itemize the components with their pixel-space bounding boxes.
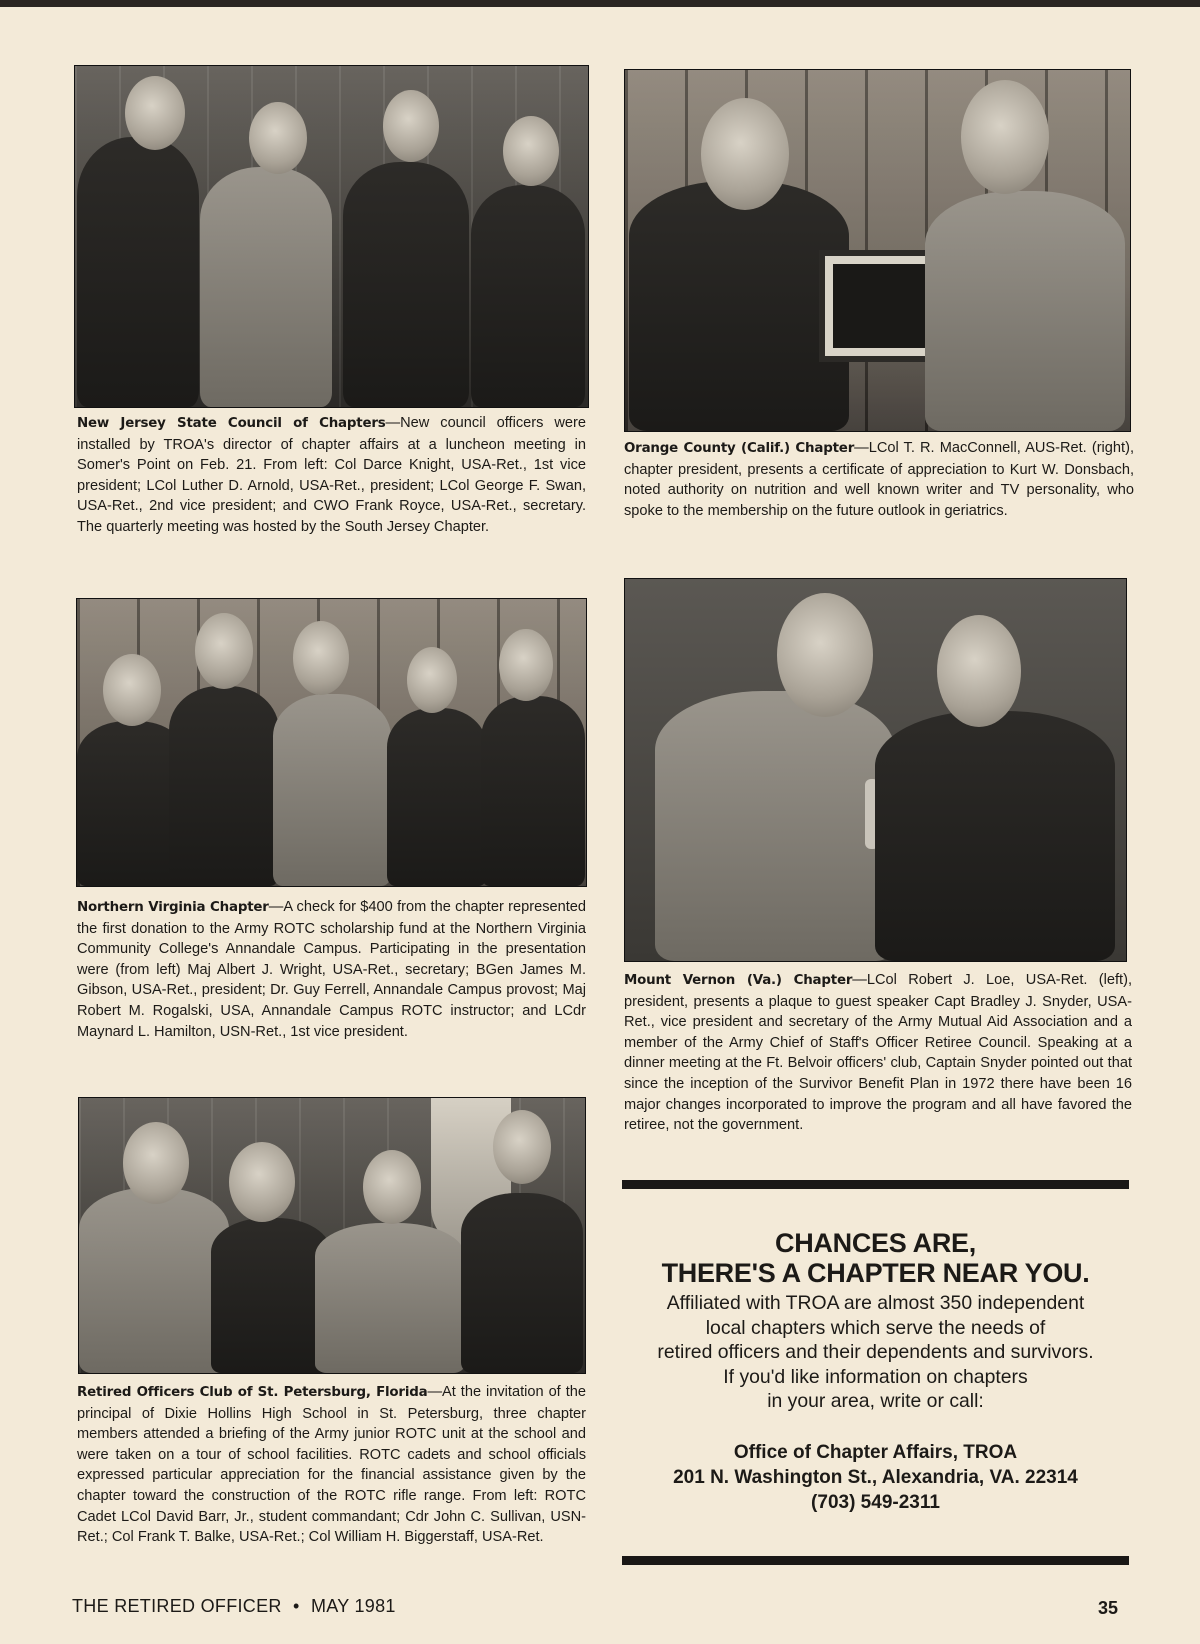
person-head — [701, 98, 789, 210]
caption-lead: New Jersey State Council of Chapters — [77, 416, 386, 431]
photo-orange-county — [624, 69, 1131, 432]
ad-bottom-rule — [622, 1556, 1129, 1565]
person-figure — [875, 711, 1115, 961]
person-head — [937, 615, 1021, 727]
ad-contact-office: Office of Chapter Affairs, TROA — [733, 1441, 1018, 1463]
issue-date: MAY 1981 — [310, 1596, 396, 1616]
person-head — [293, 621, 349, 695]
publication-name: THE RETIRED OFFICER — [72, 1596, 282, 1616]
photo-northern-virginia — [76, 598, 587, 887]
caption-lead: Mount Vernon (Va.) Chapter — [624, 973, 853, 988]
caption-text: —LCol Robert J. Loe, USA-Ret. (left), president, presents a plaque to guest speaker Capt Bradley J. Snyder, USA-Ret., vice president and secretary of the Army Mutual Aid Association and a member of the Army Chief of Staff's Officer Retiree Council. Speaking at a dinner meeting at the Ft. Belvoir officers' club, Captain Snyder pointed out that since the inception of the Survivor Benefit Plan in 1972 there have been 16 major changes incorporated to improve the program and all have favored the retiree, not the government. — [624, 972, 1133, 1134]
photo-mount-vernon — [624, 578, 1127, 962]
caption-mount-vernon — [624, 970, 1132, 1136]
caption-lead: Retired Officers Club of St. Petersburg, Florida — [77, 1385, 428, 1400]
person-head — [123, 1122, 189, 1204]
caption-st-petersburg — [77, 1382, 586, 1548]
person-head — [499, 629, 553, 701]
person-figure — [629, 181, 849, 431]
page-number: 35 — [1098, 1598, 1119, 1618]
person-head — [363, 1150, 421, 1224]
top-edge-bar — [0, 0, 1200, 7]
ad-body-line: local chapters which serve the needs of — [705, 1316, 1046, 1339]
caption-northern-virginia — [77, 897, 586, 1042]
caption-new-jersey — [77, 413, 586, 538]
person-head — [407, 647, 457, 713]
person-figure — [315, 1223, 465, 1373]
caption-text: —At the invitation of the principal of Dixie Hollins High School in St. Petersburg, three chapter members attended a briefing of the Army junior ROTC unit at the school and were taken on a tour of school facilities. ROTC cadets and school officials expressed particular appreciation for the financial assistance given by the chapter toward the construction of the ROTC rifle range. From left: ROTC Cadet LCol David Barr, Jr., student commandant; Cdr John C. Sullivan, USN-Ret.; Col Frank T. Balke, USA-Ret.; Col William H. Biggerstaff, USA-Ret. — [77, 1384, 586, 1546]
photo-new-jersey — [74, 65, 589, 408]
ad-headline-2: THERE'S A CHAPTER NEAR YOU. — [661, 1258, 1090, 1288]
person-figure — [77, 137, 199, 407]
ad-body-line: retired officers and their dependents and survivors. — [657, 1341, 1094, 1363]
caption-lead: Northern Virginia Chapter — [77, 900, 269, 915]
person-figure — [655, 691, 895, 961]
person-figure — [925, 191, 1125, 431]
person-figure — [387, 708, 487, 886]
footer-bullet: • — [293, 1596, 300, 1616]
ad-body-line: If you'd like information on chapters — [723, 1365, 1028, 1388]
person-figure — [169, 686, 279, 886]
person-head — [777, 593, 873, 717]
caption-lead: Orange County (Calif.) Chapter — [624, 441, 855, 456]
person-figure — [211, 1218, 331, 1373]
person-figure — [481, 696, 585, 886]
person-head — [503, 116, 559, 186]
person-head — [103, 654, 161, 726]
person-head — [195, 613, 253, 689]
ad-top-rule — [622, 1180, 1129, 1189]
chapter-ad — [622, 1228, 1129, 1515]
ad-contact-address: 201 N. Washington St., Alexandria, VA. 22314 — [673, 1466, 1078, 1488]
person-figure — [471, 185, 585, 407]
person-figure — [200, 167, 332, 407]
footer-publication — [72, 1596, 396, 1617]
person-figure — [461, 1193, 583, 1373]
caption-text: —A check for $400 from the chapter represented the first donation to the Army ROTC scholarship fund at the Northern Virginia Community College's Annandale Campus. Participating in the presentation were (from left) Maj Albert J. Wright, USA-Ret., secretary; BGen James M. Gibson, USA-Ret., president; Dr. Guy Ferrell, Annandale Campus provost; Maj Robert M. Rogalski, USA, Annandale Campus ROTC instructor; and LCdr Maynard L. Hamilton, USN-Ret., 1st vice president. — [77, 899, 587, 1040]
photo-st-petersburg — [78, 1097, 586, 1374]
caption-orange-county — [624, 438, 1134, 521]
person-head — [493, 1110, 551, 1184]
ad-headline-1: CHANCES ARE, — [775, 1228, 976, 1258]
person-head — [125, 76, 185, 150]
ad-body-line: Affiliated with TROA are almost 350 independent — [666, 1292, 1085, 1314]
person-figure — [343, 162, 469, 407]
caption-text: —LCol T. R. MacConnell, AUS-Ret. (right), chapter president, presents a certificate of appreciation to Kurt W. Donsbach, noted authority on nutrition and well known writer and TV personality, who spoke to the membership on the future outlook in geriatrics. — [624, 440, 1134, 519]
person-head — [961, 80, 1049, 194]
caption-text: —New council officers were installed by TROA's director of chapter affairs at a luncheon meeting in Somer's Point on Feb. 21. From left: Col Darce Knight, USA-Ret., 1st vice president; LCol Luther D. Arnold, USA-Ret., president; LCol George F. Swan, USA-Ret., 2nd vice president; and CWO Frank Royce, USA-Ret., secretary. The quarterly meeting was hosted by the South Jersey Chapter. — [77, 415, 586, 535]
person-head — [383, 90, 439, 162]
ad-contact-phone: (703) 549-2311 — [811, 1491, 940, 1513]
person-figure — [273, 694, 391, 886]
person-head — [249, 102, 307, 174]
person-figure — [79, 1188, 229, 1373]
person-head — [229, 1142, 295, 1222]
ad-body-line: in your area, write or call: — [767, 1390, 984, 1412]
